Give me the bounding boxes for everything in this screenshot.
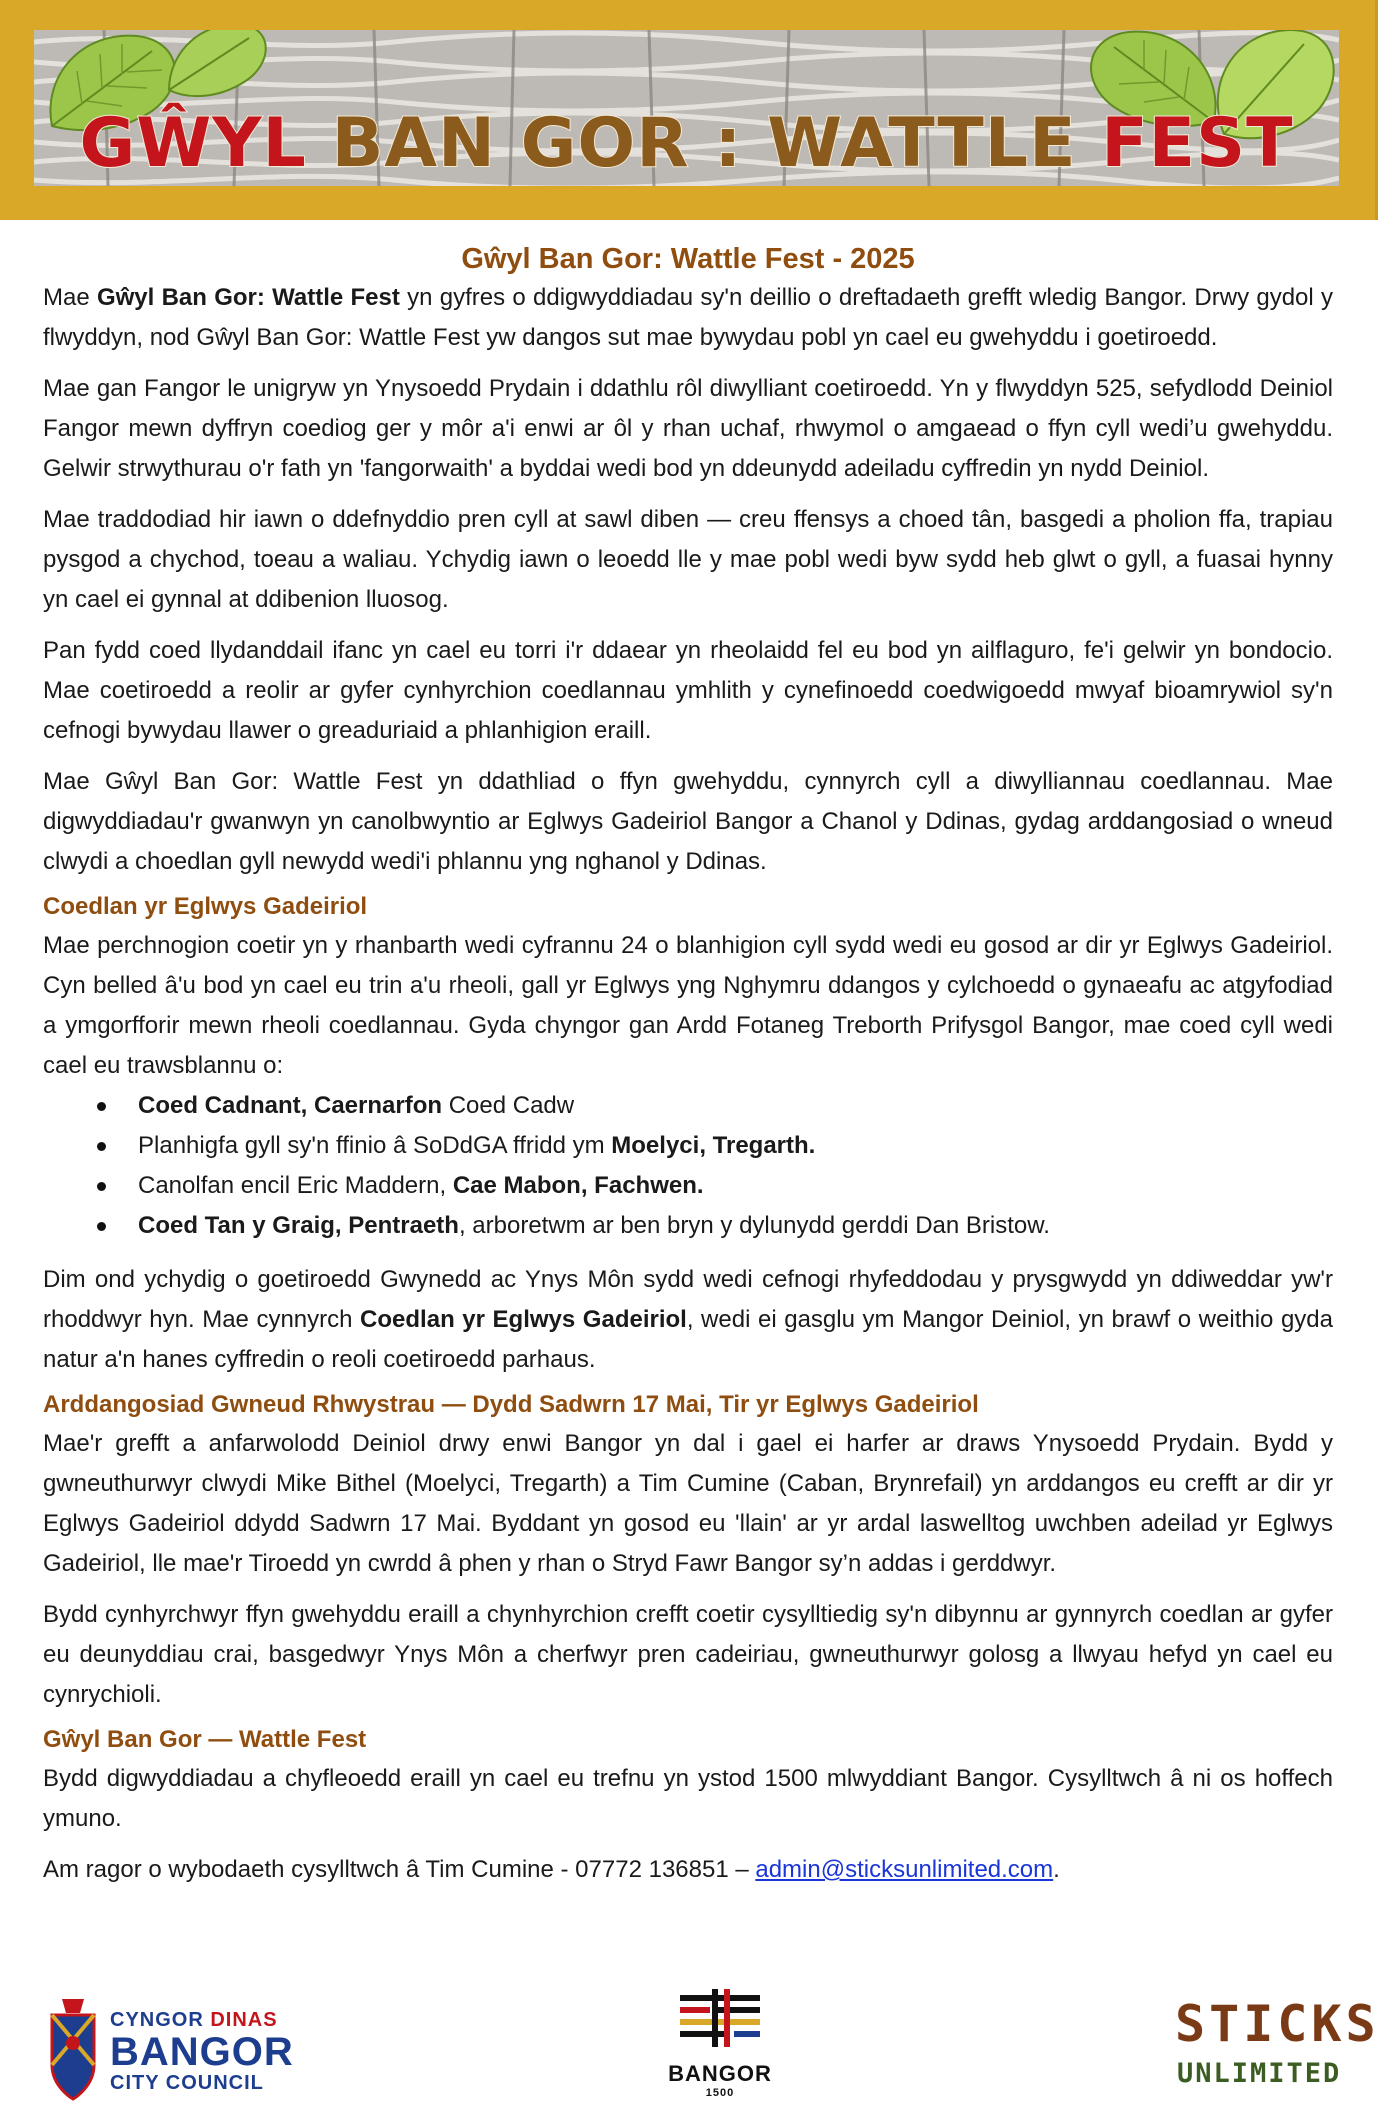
site-name: Coed Cadnant, Caernarfon <box>138 1092 443 1119</box>
sticks-unlimited-logo <box>1175 1995 1380 2110</box>
council-name <box>110 2009 294 2095</box>
document-body <box>43 240 1333 1901</box>
section-heading-demonstration: Arddangosiad Gwneud Rhwystrau — Dydd Sadwrn 17 Mai, Tir yr Eglwys Gadeiriol <box>43 1391 979 1418</box>
bangor-1500-logo <box>660 1985 780 2110</box>
section2-paragraph-2: Bydd cynhyrchwyr ffyn gwehyddu eraill a chynhyrchion crefft coetir cysylltiedig sy'n dibynnu ar gynnyrch coedlan ar gyfer eu deunyddiau crai, basgedwyr Ynys Môn a cherfwyr pren cadeiriau, gwneuthurwyr golosg a llwyau hefyd yn cael eu cynrychioli. <box>43 1601 1333 1708</box>
council-word-city-council: CITY COUNCIL <box>110 2072 264 2094</box>
text: Dim ond ychydig o goetiroedd Gwynedd ac Ynys Môn sydd wedi cefnogi rhyfeddodau y prysgwydd yn ddiweddar yw'r rhoddwyr hyn. Mae cynnyrch <box>43 1266 1333 1333</box>
unlimited-word: UNLIMITED <box>1177 2058 1342 2089</box>
council-crest-icon <box>44 1995 102 2105</box>
section1-paragraph-1: Mae perchnogion coetir yn y rhanbarth wedi cyfrannu 24 o blanhigion cyll sydd wedi eu gosod ar dir yr Eglwys Gadeiriol. Cyn belled â'u bod yn cael eu trin a'u rheoli, gall yr Eglwys yng Nghymru ddangos y cylchoedd o gynaeafu ac atgyfodiad a ymgorfforir mewn rheoli coedlannau. Gyda chyngor gan Ardd Fotaneg Treborth Prifysgol Bangor, mae coed cyll wedi cael eu trawsblannu o: <box>43 932 1333 1079</box>
text: Canolfan encil Eric Maddern, <box>138 1172 453 1199</box>
text: . <box>1053 1856 1060 1883</box>
header-banner <box>0 0 1378 220</box>
intro-paragraph-2: Mae gan Fangor le unigryw yn Ynysoedd Prydain i ddathlu rôl diwylliant coetiroedd. Yn y flwyddyn 525, sefydlodd Deiniol Fangor mewn dyffryn coediog ger y môr a'i enwi ar ôl y rhan uchaf, rhwymol o amgaead o ffyn cyll wedi’u gwehyddu. Gelwir strwythurau o'r fath yn 'fangorwaith' a byddai wedi bod yn ddeunydd adeiladu cyffredin yn nydd Deiniol. <box>43 375 1333 482</box>
email-link[interactable]: admin@sticksunlimited.com <box>755 1856 1054 1883</box>
section1-paragraph-2 <box>43 1260 1333 1380</box>
text: Coed Cadw <box>442 1092 575 1119</box>
site-name: Cae Mabon, Fachwen. <box>452 1172 704 1199</box>
council-word-dinas: DINAS <box>210 2009 278 2031</box>
intro-paragraph-5: Mae Gŵyl Ban Gor: Wattle Fest yn ddathliad o ffyn gwehyddu, cynnyrch cyll a diwylliannau coedlannau. Mae digwyddiadau'r gwanwyn yn canolbwyntio ar Eglwys Gadeiriol Bangor a Chanol y Ddinas, gydag arddangosiad o wneud clwydi a choedlan gyll newydd wedi'i phlannu yng nghanol y Ddinas. <box>43 768 1333 875</box>
contact-line <box>43 1850 1333 1890</box>
list-item <box>43 1126 1333 1166</box>
list-item <box>43 1206 1333 1246</box>
section-heading-coedlan: Coedlan yr Eglwys Gadeiriol <box>43 893 368 920</box>
banner-title-gwyl: GŴYL <box>79 104 307 183</box>
bangor-1500-number: 1500 <box>705 2087 735 2099</box>
sticks-word: STICKS <box>1175 1995 1380 2053</box>
list-item <box>43 1166 1333 1206</box>
section2-paragraph-1: Mae'r grefft a anfarwolodd Deiniol drwy enwi Bangor yn dal i gael ei harfer ar draws Ynysoedd Prydain. Bydd y gwneuthurwyr clwydi Mike Bithel (Moelyci, Tregarth) a Tim Cumine (Caban, Brynrefail) yn arddangos eu crefft ar dir yr Eglwys Gadeiriol ddydd Sadwrn 17 Mai. Byddant yn gosod eu 'llain' ar yr ardal laswelltog uwchben adeilad yr Eglwys Gadeiriol, lle mae'r Tiroedd yn cwrdd â phen y rhan o Stryd Fawr Bangor sy’n addas i gerddwyr. <box>43 1430 1333 1577</box>
hazel-leaf-icon <box>164 30 274 100</box>
text: yn gyfres o ddigwyddiadau sy'n deillio o dreftadaeth grefft wledig Bangor. Drwy gydol y flwyddyn, nod Gŵyl Ban Gor: Wattle Fest yw dangos sut mae bywydau pobl yn cael eu gwehyddu i goetiroedd. <box>43 284 1334 351</box>
council-word-cyngor: CYNGOR <box>110 2009 204 2031</box>
text: Mae <box>43 284 97 311</box>
intro-paragraph-3: Mae traddodiad hir iawn o ddefnyddio pren cyll at sawl diben — creu ffensys a choed tân, basgedi a pholion ffa, trapiau pysgod a chychod, toeau a waliau. Ychydig iawn o leoedd lle y mae pobl wedi byw sydd heb glwt o gyll, a fuasai hynny yn cael ei gynnal at ddibenion lluosog. <box>43 506 1333 613</box>
section3-paragraph-1: Bydd digwyddiadau a chyfleoedd eraill yn cael eu trefnu yn ystod 1500 mlwyddiant Bangor. Cysylltwch â ni os hoffech ymuno. <box>43 1765 1333 1832</box>
section-heading-festival: Gŵyl Ban Gor — Wattle Fest <box>43 1726 367 1753</box>
festival-name: Gŵyl Ban Gor: Wattle Fest <box>96 284 400 311</box>
text: Planhigfa gyll sy'n ffinio â SoDdGA ffridd ym <box>138 1132 612 1159</box>
bangor-word: BANGOR <box>668 2061 772 2086</box>
text: , arboretwm ar ben bryn y dylunydd gerddi Dan Bristow. <box>458 1212 1050 1239</box>
council-word-bangor: BANGOR <box>110 2030 294 2074</box>
donor-site-list <box>43 1086 1333 1246</box>
page-title: Gŵyl Ban Gor: Wattle Fest - 2025 <box>461 243 915 275</box>
banner-title <box>34 104 1339 183</box>
bangor-1500-text <box>660 2061 780 2099</box>
text: Am ragor o wybodaeth cysylltwch â Tim Cumine - 07772 136851 – <box>43 1856 756 1883</box>
list-item <box>43 1086 1333 1126</box>
intro-paragraph-1 <box>43 278 1333 358</box>
bangor-city-council-logo <box>44 1995 294 2105</box>
text: , wedi ei gasglu ym Mangor Deiniol, yn brawf o weithio gyda natur a'n hanes cyffredin o reoli coetiroedd parhaus. <box>43 1306 1333 1373</box>
banner-title-middle: BAN GOR : WATTLE <box>331 104 1077 183</box>
site-name: Coed Tan y Graig, Pentraeth <box>138 1212 459 1239</box>
site-name: Moelyci, Tregarth. <box>611 1132 816 1159</box>
coppice-name: Coedlan yr Eglwys Gadeiriol <box>360 1306 687 1333</box>
banner-title-fest: FEST <box>1101 104 1294 183</box>
wattle-background <box>34 30 1339 186</box>
intro-paragraph-4: Pan fydd coed llydanddail ifanc yn cael eu torri i'r ddaear yn rheolaidd fel eu bod yn ailflaguro, fe'i gelwir yn bondocio. Mae coetiroedd a reolir ar gyfer cynhyrchion coedlannau ymhlith y cynefinoedd coedwigoedd mwyaf bioamrywiol sy'n cefnogi bywydau llawer o greaduriaid a phlanhigion eraill. <box>43 637 1333 744</box>
bangor-1500-emblem-icon <box>672 1985 768 2055</box>
